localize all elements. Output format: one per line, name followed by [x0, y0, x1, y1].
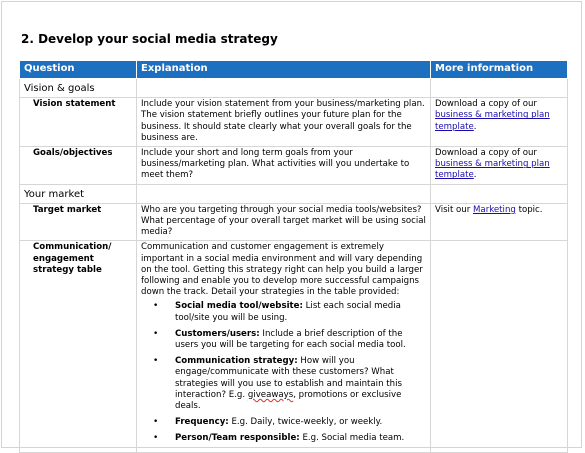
- table-row: [20, 241, 568, 452]
- more-info-cell: Download a copy of our business & marketing plan template.: [431, 147, 568, 185]
- business-marketing-plan-template-link[interactable]: business & marketing plan template: [435, 110, 550, 132]
- explanation-cell: [137, 241, 431, 452]
- table-row: [20, 147, 568, 185]
- marketing-topic-link[interactable]: Marketing: [473, 204, 516, 215]
- explanation-cell: Include your vision statement from your business/marketing plan. The vision statement briefly outlines your future plan for the business. It should state clearly what your overall goals for the business are.: [137, 98, 431, 147]
- strategy-table: [19, 60, 568, 453]
- list-item: • Person/Team responsible: E.g. Social media team.: [153, 433, 405, 444]
- list-item: • Social media tool/website: List each social media tool/site you will be using.: [153, 301, 401, 323]
- section-row-your-market: [20, 184, 568, 203]
- list-item: • Frequency: E.g. Daily, twice-weekly, or weekly.: [153, 417, 383, 428]
- table-header-row: [20, 61, 568, 79]
- business-marketing-plan-template-link[interactable]: business & marketing plan template: [435, 159, 550, 181]
- table-row: [20, 203, 568, 241]
- explanation-text: Communication and customer engagement is extremely important in a social media environment and will vary depending on the tool. Getting this strategy right can help you build a larger following and enable you to develop more successful campaigns down the track. Detail your strategies in the table provided:: [141, 242, 423, 298]
- table-row: [20, 98, 568, 147]
- bullet-icon: •: [153, 301, 159, 312]
- section-title-vision-goals: Vision & goals: [20, 79, 137, 98]
- list-item: • Customers/users: Include a brief description of the users you will be targeting for each social media tool.: [153, 328, 406, 351]
- question-cell: Target market: [20, 203, 137, 241]
- spellcheck-underlined-word: giveaways: [247, 389, 294, 400]
- strategy-table-fields-list: [141, 301, 426, 444]
- column-header-question: Question: [20, 61, 137, 79]
- explanation-cell: Include your short and long term goals from your business/marketing plan. What activities will you undertake to meet them?: [137, 147, 431, 185]
- column-header-more-information: More information: [431, 61, 568, 79]
- more-info-cell: Download a copy of our business & marketing plan template.: [431, 98, 568, 147]
- bullet-icon: •: [153, 433, 159, 444]
- explanation-cell: Who are you targeting through your social media tools/websites? What percentage of your overall target market will be using social media?: [137, 203, 431, 241]
- column-header-explanation: Explanation: [137, 61, 431, 79]
- document-page: [1, 1, 582, 448]
- bullet-icon: •: [153, 356, 159, 367]
- section-row-vision-goals: [20, 79, 568, 98]
- bullet-icon: •: [153, 328, 159, 339]
- question-cell: Goals/objectives: [20, 147, 137, 185]
- section-title-your-market: Your market: [20, 184, 137, 203]
- more-info-cell: Visit our Marketing topic.: [431, 203, 568, 241]
- question-cell: Vision statement: [20, 98, 137, 147]
- page-title: 2. Develop your social media strategy: [21, 32, 278, 46]
- question-cell: Communication/ engagement strategy table: [20, 241, 137, 452]
- bullet-icon: •: [153, 417, 159, 428]
- more-info-cell: [431, 241, 568, 452]
- list-item: • Communication strategy: How will you engage/communicate with these customers? What strategies will you use to establish and maintain this interaction? E.g. giveaways, promotions or exclusive deals.: [153, 356, 402, 412]
